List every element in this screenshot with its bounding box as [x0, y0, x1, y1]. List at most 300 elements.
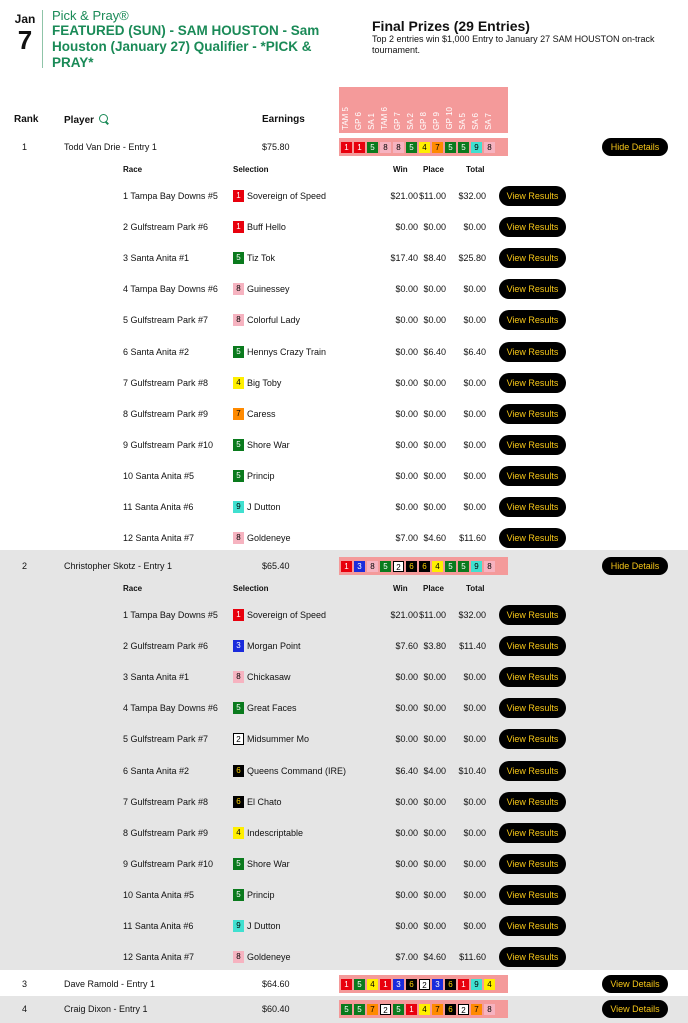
total-amount: $11.60 [459, 952, 486, 963]
view-results-button[interactable]: View Results [499, 792, 566, 812]
race-header-label: GP 10 [445, 107, 454, 130]
view-results-button[interactable]: View Results [499, 248, 566, 268]
detail-race: 3 Santa Anita #1 [123, 253, 190, 264]
detail-race: 8 Gulfstream Park #9 [123, 827, 209, 838]
view-results-button[interactable]: View Results [499, 885, 566, 905]
detail-race: 11 Santa Anita #6 [123, 921, 194, 931]
view-results-button[interactable]: View Results [499, 310, 566, 330]
place-amount: $4.00 [423, 765, 446, 776]
place-amount: $0.00 [423, 703, 446, 714]
entry-row[interactable] [0, 1000, 688, 1018]
detail-race: 10 Santa Anita #5 [123, 889, 195, 900]
total-amount: $0.00 [463, 315, 486, 326]
horse-name: Big Toby [247, 377, 282, 388]
race-header-7 [430, 87, 443, 133]
win-amount: $0.00 [395, 827, 418, 838]
tournament-info [52, 8, 342, 71]
race-header-8 [443, 87, 456, 133]
view-results-button[interactable]: View Results [499, 636, 566, 656]
view-details-button[interactable]: View Details [602, 1000, 668, 1018]
view-results-button[interactable]: View Results [499, 528, 566, 548]
prizes-title: Final Prizes (29 Entries) [372, 18, 530, 34]
earnings-column-header: Earnings [262, 114, 305, 125]
total-amount: $0.00 [463, 796, 486, 807]
detail-row [0, 947, 688, 967]
horse-name: J Dutton [247, 502, 281, 512]
horse-number-chip: 5 [233, 470, 244, 482]
detail-row [0, 823, 688, 843]
detail-race: 1 Tampa Bay Downs #5 [123, 191, 218, 201]
horse-number-chip: 8 [233, 532, 244, 544]
date-day: 7 [17, 25, 33, 55]
race-header-label: SA 7 [484, 113, 493, 130]
race-header-5 [404, 87, 417, 133]
view-results-button[interactable]: View Results [499, 342, 566, 362]
pick-chip: 5 [393, 1004, 404, 1015]
place-amount: $0.00 [423, 377, 446, 388]
detail-race: 1 Tampa Bay Downs #5 [123, 610, 218, 620]
detail-row [0, 466, 688, 486]
total-amount: $0.00 [463, 672, 486, 683]
entry-row[interactable] [0, 138, 688, 156]
pick-chip: 8 [484, 142, 495, 153]
entry-player: Christopher Skotz - Entry 1 [64, 561, 173, 571]
pick-chip: 8 [367, 561, 378, 572]
entry-player: Dave Ramold - Entry 1 [64, 979, 156, 989]
detail-race: 2 Gulfstream Park #6 [123, 641, 209, 652]
detail-header-selection: Selection [233, 584, 269, 593]
pick-chip: 5 [341, 1004, 352, 1015]
picks-strip [339, 557, 508, 575]
pick-chip: 9 [471, 979, 482, 990]
total-amount: $0.00 [463, 222, 486, 233]
pick-chip: 9 [471, 142, 482, 153]
view-results-button[interactable]: View Results [499, 605, 566, 625]
pick-chip: 5 [367, 142, 378, 153]
view-details-button[interactable]: View Details [602, 975, 668, 993]
place-amount: $0.00 [423, 889, 446, 900]
detail-row [0, 916, 688, 936]
detail-race: 12 Santa Anita #7 [123, 533, 195, 544]
pick-chip: 1 [341, 561, 352, 572]
pick-chip: 6 [445, 1004, 456, 1015]
win-amount: $7.60 [395, 641, 418, 652]
detail-race: 8 Gulfstream Park #9 [123, 408, 209, 419]
detail-race: 4 Tampa Bay Downs #6 [123, 703, 218, 714]
pick-chip: 6 [445, 979, 456, 990]
tournament-name: FEATURED (SUN) - SAM HOUSTON - Sam Houston (January 27) Qualifier - *PICK & PRAY* [52, 23, 320, 70]
detail-race: 12 Santa Anita #7 [123, 952, 195, 963]
entry-earnings: $60.40 [262, 1004, 290, 1014]
win-amount: $0.00 [395, 921, 418, 931]
detail-row [0, 528, 688, 548]
detail-header-place: Place [423, 584, 444, 593]
place-amount: $0.00 [423, 222, 446, 233]
entry-player: Todd Van Drie - Entry 1 [64, 142, 157, 152]
search-icon[interactable] [99, 114, 108, 123]
horse-number-chip: 5 [233, 858, 244, 870]
detail-row [0, 605, 688, 625]
horse-name: Chickasaw [247, 672, 291, 683]
total-amount: $11.60 [459, 533, 486, 544]
detail-row [0, 667, 688, 687]
view-results-button[interactable]: View Results [499, 186, 566, 206]
total-amount: $32.00 [458, 610, 486, 620]
pick-chip: 7 [432, 142, 443, 153]
pick-chip: 5 [445, 142, 456, 153]
detail-header-win: Win [393, 584, 408, 593]
horse-name: Shore War [247, 858, 290, 869]
win-amount: $0.00 [395, 502, 418, 512]
pick-chip: 8 [380, 142, 391, 153]
view-results-button[interactable]: View Results [499, 916, 566, 936]
total-amount: $0.00 [463, 377, 486, 388]
race-header-6 [417, 87, 430, 133]
pick-chip: 5 [406, 142, 417, 153]
race-header-label: SA 5 [458, 113, 467, 130]
view-results-button[interactable]: View Results [499, 667, 566, 687]
pick-chip: 3 [432, 979, 443, 990]
win-amount: $0.00 [395, 703, 418, 714]
win-amount: $0.00 [395, 439, 418, 450]
detail-race: 4 Tampa Bay Downs #6 [123, 284, 218, 295]
view-results-button[interactable]: View Results [499, 698, 566, 718]
total-amount: $11.40 [459, 641, 486, 652]
pick-chip: 9 [471, 561, 482, 572]
total-amount: $0.00 [463, 889, 486, 900]
horse-number-chip: 6 [233, 796, 244, 808]
pick-chip: 5 [380, 561, 391, 572]
horse-number-chip: 1 [233, 609, 244, 621]
pick-chip: 7 [432, 1004, 443, 1015]
race-header-label: TAM 5 [341, 107, 350, 130]
entry-earnings: $65.40 [262, 561, 290, 571]
pick-chip: 7 [471, 1004, 482, 1015]
place-amount: $0.00 [423, 827, 446, 838]
entry-earnings: $75.80 [262, 142, 290, 152]
date-month: Jan [14, 12, 36, 26]
place-amount: $0.00 [423, 734, 446, 745]
horse-number-chip: 5 [233, 889, 244, 901]
entry-rank: 4 [22, 1004, 28, 1014]
horse-name: Hennys Crazy Train [247, 346, 327, 357]
horse-name: Indescriptable [247, 827, 304, 838]
race-header-label: GP 7 [393, 111, 402, 130]
view-results-button[interactable]: View Results [499, 497, 566, 517]
detail-race: 5 Gulfstream Park #7 [123, 734, 209, 745]
horse-number-chip: 9 [233, 920, 244, 932]
horse-name: Colorful Lady [247, 315, 301, 326]
win-amount: $0.00 [395, 672, 418, 683]
place-amount: $0.00 [423, 284, 446, 295]
horse-name: Princip [247, 470, 275, 481]
detail-row [0, 885, 688, 905]
race-header-11 [482, 87, 495, 133]
view-results-button[interactable]: View Results [499, 854, 566, 874]
pick-chip: 5 [458, 142, 469, 153]
place-amount: $0.00 [423, 921, 446, 931]
pick-chip: 3 [354, 561, 365, 572]
detail-race: 11 Santa Anita #6 [123, 502, 194, 512]
horse-name: Goldeneye [247, 952, 291, 963]
view-results-button[interactable]: View Results [499, 373, 566, 393]
pick-chip: 1 [458, 979, 469, 990]
horse-name: Great Faces [247, 703, 297, 714]
race-header-label: GP 6 [354, 111, 363, 130]
pick-chip: 1 [341, 979, 352, 990]
race-header-10 [469, 87, 482, 133]
detail-race: 9 Gulfstream Park #10 [123, 439, 214, 450]
entry-earnings: $64.60 [262, 979, 290, 989]
entry-player: Craig Dixon - Entry 1 [64, 1004, 148, 1014]
total-amount: $0.00 [463, 734, 486, 745]
detail-row [0, 342, 688, 362]
detail-row [0, 310, 688, 330]
race-header-4 [391, 87, 404, 133]
pick-chip: 6 [419, 561, 430, 572]
detail-row [0, 497, 688, 517]
horse-number-chip: 2 [233, 733, 244, 745]
win-amount: $0.00 [395, 408, 418, 419]
pick-chip: 8 [393, 142, 404, 153]
win-amount: $0.00 [395, 346, 418, 357]
detail-header-selection: Selection [233, 165, 269, 174]
win-amount: $0.00 [395, 470, 418, 481]
hide-details-button[interactable]: Hide Details [602, 557, 668, 575]
detail-row [0, 729, 688, 749]
detail-race: 6 Santa Anita #2 [123, 765, 190, 776]
pick-chip: 3 [393, 979, 404, 990]
prizes-box [372, 18, 672, 56]
pick-chip: 5 [354, 979, 365, 990]
detail-row [0, 217, 688, 237]
view-results-button[interactable]: View Results [499, 435, 566, 455]
detail-row [0, 698, 688, 718]
total-amount: $0.00 [463, 284, 486, 295]
horse-number-chip: 8 [233, 951, 244, 963]
horse-name: Princip [247, 889, 275, 900]
horse-name: Buff Hello [247, 222, 286, 233]
detail-header-total: Total [466, 165, 485, 174]
detail-header-total: Total [466, 584, 485, 593]
detail-race: 6 Santa Anita #2 [123, 346, 190, 357]
detail-row [0, 248, 688, 268]
detail-race: 10 Santa Anita #5 [123, 470, 195, 481]
horse-number-chip: 1 [233, 221, 244, 233]
total-amount: $0.00 [463, 439, 486, 450]
pick-chip: 8 [484, 561, 495, 572]
total-amount: $0.00 [463, 858, 486, 869]
win-amount: $0.00 [395, 377, 418, 388]
detail-race: 7 Gulfstream Park #8 [123, 796, 209, 807]
view-results-button[interactable]: View Results [499, 761, 566, 781]
race-header-3 [378, 87, 391, 133]
date-badge [12, 12, 38, 54]
player-column-label: Player [64, 115, 95, 126]
detail-row [0, 792, 688, 812]
win-amount: $0.00 [395, 734, 418, 745]
entry-rank: 1 [22, 142, 28, 152]
horse-name: El Chato [247, 796, 282, 807]
tournament-header [0, 0, 688, 80]
rank-column-header: Rank [14, 114, 39, 125]
entry-row[interactable] [0, 975, 688, 993]
pick-chip: 1 [341, 142, 352, 153]
detail-race: 2 Gulfstream Park #6 [123, 222, 209, 233]
horse-number-chip: 8 [233, 314, 244, 326]
horse-number-chip: 6 [233, 765, 244, 777]
detail-race: 7 Gulfstream Park #8 [123, 377, 209, 388]
view-results-button[interactable]: View Results [499, 404, 566, 424]
view-results-button[interactable]: View Results [499, 947, 566, 967]
player-column-header[interactable] [64, 114, 108, 126]
win-amount: $0.00 [395, 222, 418, 233]
race-header-9 [456, 87, 469, 133]
horse-name: Sovereign of Speed [247, 191, 327, 201]
pick-chip: 2 [393, 561, 404, 572]
race-header-1 [352, 87, 365, 133]
view-results-button[interactable]: View Results [499, 823, 566, 843]
total-amount: $32.00 [458, 191, 486, 201]
pick-chip: 4 [432, 561, 443, 572]
win-amount: $7.00 [395, 952, 418, 963]
hide-details-button[interactable]: Hide Details [602, 138, 668, 156]
race-header-label: TAM 6 [380, 107, 389, 130]
total-amount: $10.40 [458, 765, 486, 776]
place-amount: $0.00 [423, 470, 446, 481]
detail-race: 9 Gulfstream Park #10 [123, 858, 214, 869]
detail-header-race: Race [123, 165, 143, 174]
pick-chip: 8 [484, 1004, 495, 1015]
win-amount: $0.00 [395, 889, 418, 900]
race-header-label: SA 6 [471, 113, 480, 130]
total-amount: $0.00 [463, 703, 486, 714]
pick-chip: 6 [406, 561, 417, 572]
horse-name: Midsummer Mo [247, 734, 310, 745]
race-header-2 [365, 87, 378, 133]
place-amount: $0.00 [423, 796, 446, 807]
total-amount: $0.00 [463, 921, 486, 931]
detail-row [0, 435, 688, 455]
race-header-label: GP 9 [432, 111, 441, 130]
win-amount: $0.00 [395, 858, 418, 869]
view-results-button[interactable]: View Results [499, 217, 566, 237]
detail-race: 5 Gulfstream Park #7 [123, 315, 209, 326]
total-amount: $6.40 [463, 346, 486, 357]
horse-number-chip: 8 [233, 671, 244, 683]
pick-chip: 5 [445, 561, 456, 572]
total-amount: $0.00 [463, 827, 486, 838]
pick-chip: 4 [419, 142, 430, 153]
horse-name: Sovereign of Speed [247, 610, 327, 620]
pick-chip: 1 [406, 1004, 417, 1015]
pick-chip: 2 [380, 1004, 391, 1015]
pick-chip: 2 [458, 1004, 469, 1015]
win-amount: $0.00 [395, 315, 418, 326]
place-amount: $0.00 [423, 439, 446, 450]
place-amount: $6.40 [423, 346, 446, 357]
horse-name: Tiz Tok [247, 253, 276, 264]
view-results-button[interactable]: View Results [499, 729, 566, 749]
place-amount: $0.00 [423, 858, 446, 869]
win-amount: $21.00 [390, 191, 418, 201]
race-header-label: GP 8 [419, 111, 428, 130]
pick-chip: 5 [458, 561, 469, 572]
win-amount: $6.40 [395, 765, 418, 776]
win-amount: $0.00 [395, 796, 418, 807]
total-amount: $25.80 [458, 253, 486, 264]
horse-name: Shore War [247, 439, 290, 450]
entry-rank: 3 [22, 979, 28, 989]
total-amount: $0.00 [463, 470, 486, 481]
detail-header-win: Win [393, 165, 408, 174]
view-results-button[interactable]: View Results [499, 466, 566, 486]
horse-number-chip: 5 [233, 439, 244, 451]
detail-row [0, 186, 688, 206]
win-amount: $7.00 [395, 533, 418, 544]
place-amount: $0.00 [423, 672, 446, 683]
detail-race: 3 Santa Anita #1 [123, 672, 190, 683]
pick-chip: 7 [367, 1004, 378, 1015]
entry-rank: 2 [22, 561, 28, 571]
horse-name: Queens Command (IRE) [247, 765, 347, 776]
detail-row [0, 279, 688, 299]
win-amount: $17.40 [390, 253, 418, 264]
race-column-headers [339, 87, 508, 133]
race-header-label: SA 2 [406, 113, 415, 130]
entry-row[interactable] [0, 557, 688, 575]
horse-number-chip: 5 [233, 346, 244, 358]
horse-name: Morgan Point [247, 641, 301, 652]
pick-chip: 4 [419, 1004, 430, 1015]
place-amount: $0.00 [423, 315, 446, 326]
place-amount: $0.00 [423, 502, 446, 512]
horse-number-chip: 5 [233, 702, 244, 714]
horse-number-chip: 4 [233, 827, 244, 839]
horse-name: Guinessey [247, 284, 290, 295]
horse-name: Caress [247, 408, 276, 419]
place-amount: $11.00 [419, 191, 446, 201]
horse-name: J Dutton [247, 921, 281, 931]
horse-name: Goldeneye [247, 533, 291, 544]
horse-number-chip: 9 [233, 501, 244, 513]
place-amount: $4.60 [423, 952, 446, 963]
place-amount: $3.80 [423, 641, 446, 652]
place-amount: $11.00 [419, 610, 446, 620]
race-header-0 [339, 87, 352, 133]
pick-chip: 4 [367, 979, 378, 990]
detail-row [0, 404, 688, 424]
horse-number-chip: 7 [233, 408, 244, 420]
picks-strip [339, 138, 508, 156]
prizes-description: Top 2 entries win $1,000 Entry to January 27 SAM HOUSTON on-track tournament. [372, 34, 655, 55]
race-header-label: SA 1 [367, 113, 376, 130]
header-divider [42, 10, 43, 68]
horse-number-chip: 8 [233, 283, 244, 295]
win-amount: $21.00 [390, 610, 418, 620]
horse-number-chip: 5 [233, 252, 244, 264]
place-amount: $8.40 [423, 253, 446, 264]
pick-chip: 1 [354, 142, 365, 153]
detail-row [0, 854, 688, 874]
detail-row [0, 636, 688, 656]
place-amount: $4.60 [423, 533, 446, 544]
horse-number-chip: 3 [233, 640, 244, 652]
pick-chip: 5 [354, 1004, 365, 1015]
pick-chip: 2 [419, 979, 430, 990]
picks-strip [339, 975, 508, 993]
view-results-button[interactable]: View Results [499, 279, 566, 299]
